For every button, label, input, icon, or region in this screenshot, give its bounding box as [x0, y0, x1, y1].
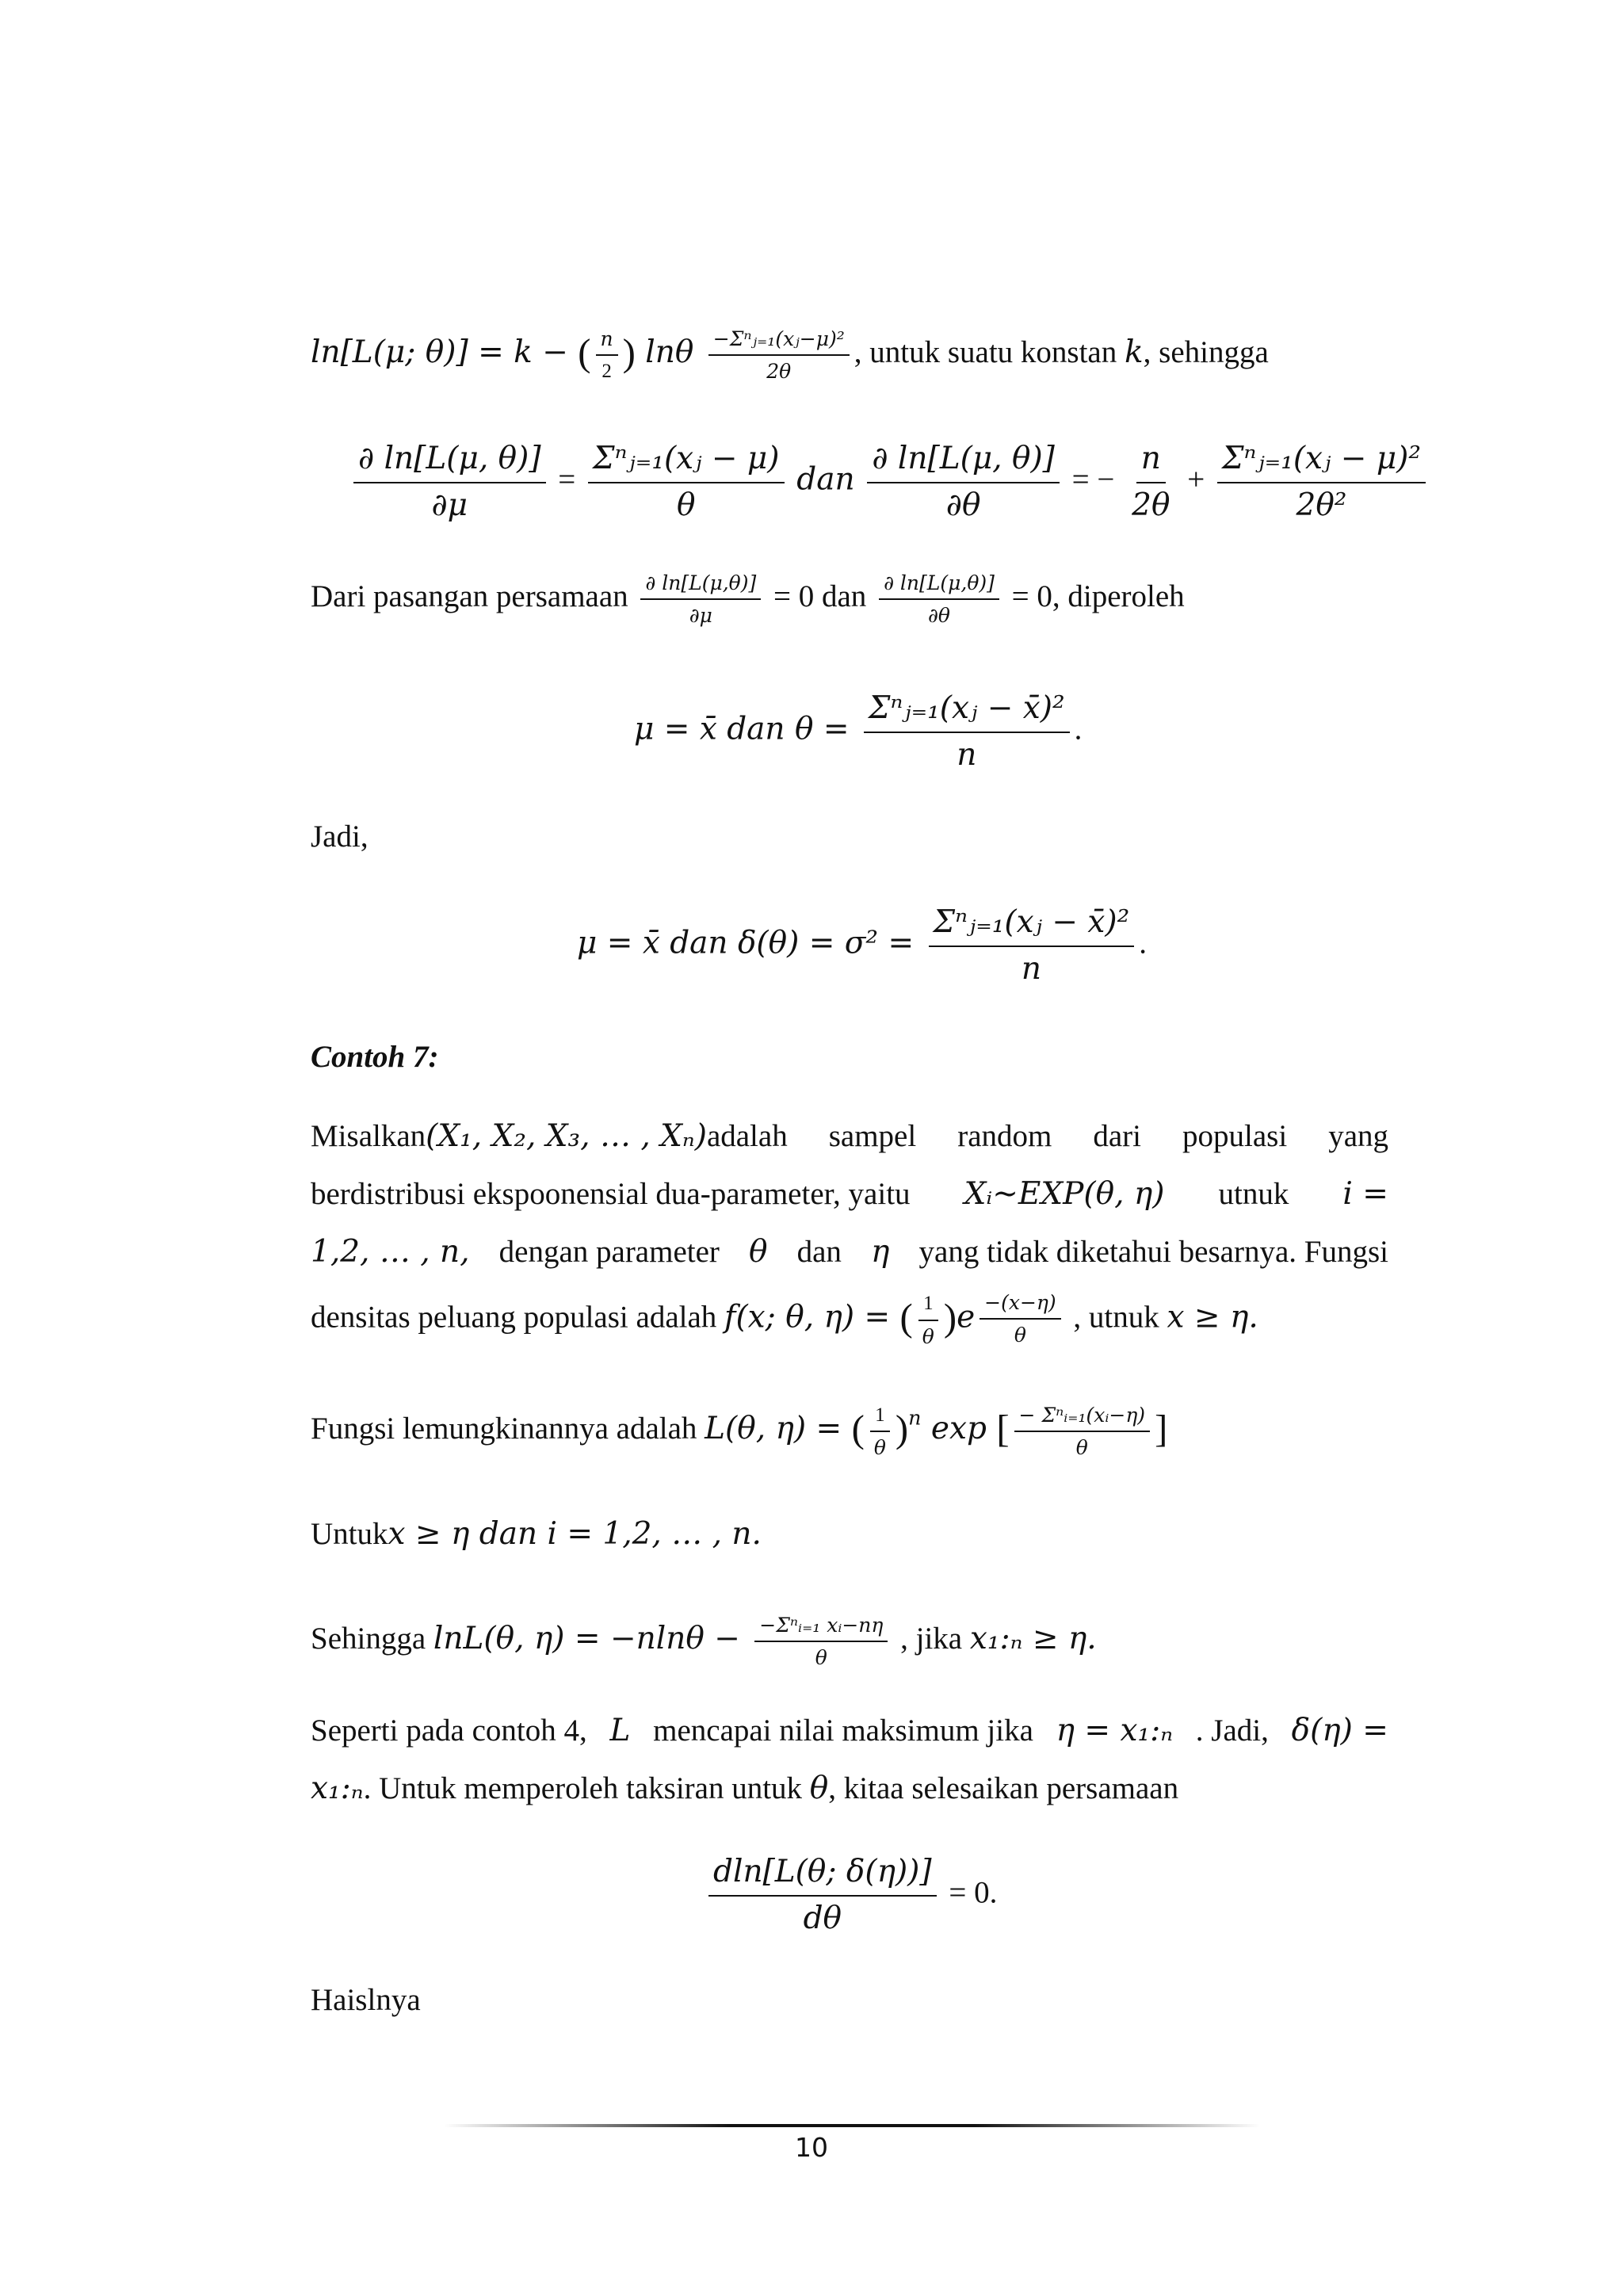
- exponent-fraction: $\frac{\text{−Σⁿⱼ₌₁(xⱼ−μ)²}}{2\theta}$: [708, 327, 850, 384]
- derivative-equation: $\frac{dln[L(\theta; \delta(\eta))]}{d\theta}$ = 0.: [704, 1853, 997, 1939]
- jadi-label: Jadi,: [311, 819, 369, 854]
- domain-condition-line: Untukx ≥ η dan i = 1,2, … , n.: [311, 1516, 762, 1552]
- variance-estimator-equation: μ = x̄ dan δ(θ) = σ² = $\frac{\text{Σⁿⱼ₌₁(xⱼ − x̄)²}}{n}$ .: [577, 904, 1148, 987]
- paragraph-line-2: berdistribusi ekspoonensial dua-parameter, yaitu Xᵢ~EXP(θ, η) utnuk i =: [311, 1176, 1388, 1212]
- likelihood-function-line: Fungsi lemungkinannya adalah L(θ, η) = ( $\frac{1}{\theta}$ )$^n$ exp [ $\frac{\text{− Σⁿᵢ₌₁(xᵢ−η)}}{\theta}$ ]: [311, 1404, 1168, 1460]
- page-number: 10: [795, 2132, 828, 2163]
- example-heading: Contoh 7:: [311, 1040, 439, 1074]
- paragraph-line-1: Misalkan (X₁, X₂, X₃, … , Xₙ) adalah sampel random dari populasi yang: [311, 1118, 1388, 1154]
- log-likelihood-equation: ln[L(μ; θ)] = k − ( $\frac{n}{2}$ ) lnθ $\frac{\text{−Σⁿⱼ₌₁(xⱼ−μ)²}}{2\theta}$ , untuk suatu konstan k, sehingga: [311, 327, 1269, 384]
- paragraph2-line-1: Seperti pada contoh 4, L mencapai nilai maksimum jika η = x₁:ₙ . Jadi, δ(η) =: [311, 1713, 1388, 1748]
- paragraph-line-4: densitas peluang populasi adalah f(x; θ, η) = ( $\frac{1}{\theta}$ )e $\frac{-(x-\eta)}{\theta}$ , utnuk x ≥ η.: [311, 1291, 1258, 1348]
- paragraph-line-3: 1,2, … , n, dengan parameter θ dan η yang tidak diketahui besarnya. Fungsi: [311, 1234, 1388, 1270]
- footer-divider: [444, 2124, 1260, 2127]
- paragraph2-line-2: x₁:ₙ. Untuk memperoleh taksiran untuk θ, kitaa selesaikan persamaan: [311, 1771, 1179, 1806]
- setting-derivatives-zero: Dari pasangan persamaan $\frac{\partial \ln[L(\mu,\theta)]}{\partial\mu}$ = 0 dan $\frac{\partial \ln[L(\mu,\theta)]}{\partial\theta}$ = 0, diperoleh: [311, 571, 1185, 628]
- log-likelihood-exponential-line: Sehingga lnL(θ, η) = −nlnθ − $\frac{\text{−Σⁿᵢ₌₁ xᵢ−nη}}{\theta}$ , jika x₁:ₙ ≥ η.: [311, 1614, 1097, 1670]
- partial-derivatives-equation: $\frac{\partial \ln[L(\mu, \theta)]}{\partial\mu}$ = $\frac{\text{Σⁿⱼ₌₁(xⱼ − μ)}}{\theta}$ dan $\frac{\partial \ln[L(\mu, \theta)]}{\partial\theta}$ = − $\frac{n}{2\theta}$ + $\frac{\text{Σⁿⱼ₌₁(xⱼ − μ)²}}{\text{2θ²}}$: [349, 440, 1430, 525]
- mle-solution-equation: μ = x̄ dan θ = $\frac{\text{Σⁿⱼ₌₁(xⱼ − x̄)²}}{n}$ .: [634, 690, 1083, 773]
- result-label: Haislnya: [311, 1983, 421, 2017]
